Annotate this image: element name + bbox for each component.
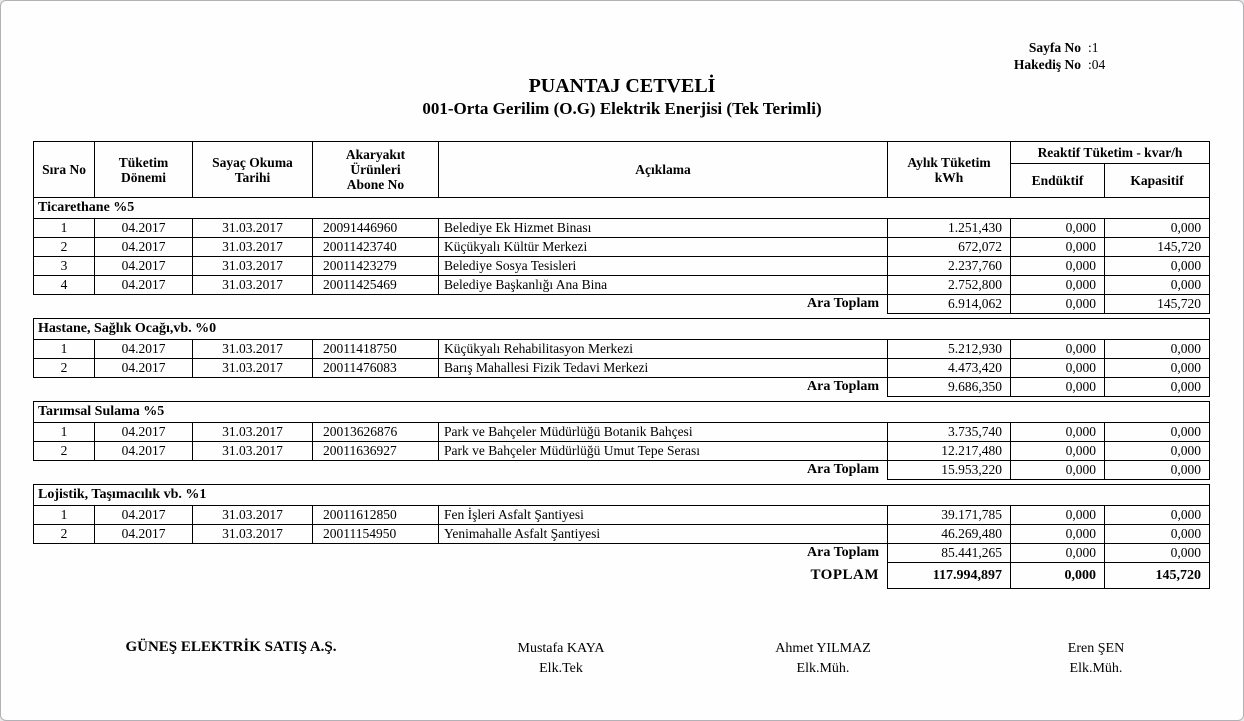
subtotal-kwh: 9.686,350	[887, 377, 1011, 397]
cell-aciklama: Barış Mahallesi Fizik Tedavi Merkezi	[439, 359, 888, 378]
subtotal-label: Ara Toplam	[807, 296, 879, 311]
table-row	[34, 442, 1210, 461]
cell-abone-no: 20091446960	[313, 219, 439, 238]
cell-aciklama: Küçükyalı Rehabilitasyon Merkezi	[439, 340, 888, 359]
cell-abone-no: 20013626876	[313, 423, 439, 442]
total-kapasitif: 145,720	[1104, 562, 1210, 589]
cell-sira-no: 1	[34, 340, 95, 359]
signatory-title: Elk.Müh.	[796, 661, 850, 676]
cell-aylik-tuketim: 3.735,740	[888, 423, 1011, 442]
cell-tuketim-donemi: 04.2017	[95, 506, 193, 525]
section-hastane	[33, 318, 1210, 378]
cell-enduktif: 0,000	[1011, 257, 1105, 276]
signatory-name: Ahmet YILMAZ	[775, 641, 871, 656]
cell-kapasitif: 0,000	[1105, 276, 1210, 295]
cell-enduktif: 0,000	[1011, 219, 1105, 238]
col-header-kapasitif: Kapasitif	[1105, 164, 1210, 198]
subtotal-kapasitif: 145,720	[1104, 294, 1210, 314]
header-line: Tüketim	[118, 154, 169, 170]
cell-sira-no: 4	[34, 276, 95, 295]
subtotal-row	[33, 294, 1210, 314]
table-row	[34, 525, 1210, 544]
meta-row-sayfa	[986, 39, 1196, 56]
header-line: Akaryakıt	[345, 147, 406, 162]
header-line: kWh	[934, 169, 964, 185]
cell-enduktif: 0,000	[1011, 442, 1105, 461]
header-line: Sıra No	[42, 162, 86, 177]
cell-kapasitif: 0,000	[1105, 525, 1210, 544]
cell-kapasitif: 0,000	[1105, 359, 1210, 378]
header-line: Açıklama	[635, 162, 691, 177]
cell-abone-no: 20011476083	[313, 359, 439, 378]
subtotal-enduktif: 0,000	[1010, 377, 1105, 397]
table-row	[34, 359, 1210, 378]
cell-kapasitif: 145,720	[1105, 238, 1210, 257]
cell-sira-no: 1	[34, 506, 95, 525]
cell-aciklama: Küçükyalı Kültür Merkezi	[439, 238, 888, 257]
table-row	[34, 219, 1210, 238]
company-name: GÜNEŞ ELEKTRİK SATIŞ A.Ş.	[125, 639, 337, 655]
title-block	[1, 75, 1243, 119]
cell-aciklama: Fen İşleri Asfalt Şantiyesi	[439, 506, 888, 525]
cell-sira-no: 1	[34, 219, 95, 238]
cell-sayac-tarihi: 31.03.2017	[193, 219, 313, 238]
header-line: Ürünleri	[350, 162, 401, 177]
col-header-tuketim-donemi	[95, 142, 193, 198]
cell-sira-no: 2	[34, 525, 95, 544]
subtotal-enduktif: 0,000	[1010, 294, 1105, 314]
sayfa-no-label: Sayfa No	[1028, 40, 1081, 55]
subtotal-row	[33, 377, 1210, 397]
cell-abone-no: 20011418750	[313, 340, 439, 359]
cell-kapasitif: 0,000	[1105, 423, 1210, 442]
subtotal-row	[33, 543, 1210, 563]
signatory-title: Elk.Tek	[539, 661, 583, 676]
cell-aylik-tuketim: 4.473,420	[888, 359, 1011, 378]
cell-sayac-tarihi: 31.03.2017	[193, 423, 313, 442]
page-title: PUANTAJ CETVELİ	[528, 75, 716, 97]
section-title: Hastane, Sağlık Ocağı,vb. %0	[34, 319, 1210, 340]
cell-tuketim-donemi: 04.2017	[95, 219, 193, 238]
subtotal-kapasitif: 0,000	[1104, 543, 1210, 563]
subtotal-kwh: 6.914,062	[887, 294, 1011, 314]
table-row	[34, 238, 1210, 257]
section-title: Lojistik, Taşımacılık vb. %1	[34, 485, 1210, 506]
cell-tuketim-donemi: 04.2017	[95, 423, 193, 442]
cell-enduktif: 0,000	[1011, 340, 1105, 359]
cell-kapasitif: 0,000	[1105, 257, 1210, 276]
subtotal-kwh: 15.953,220	[887, 460, 1011, 480]
cell-aciklama: Park ve Bahçeler Müdürlüğü Botanik Bahçesi	[439, 423, 888, 442]
section-header	[34, 319, 1210, 340]
header-line: Abone No	[346, 177, 405, 192]
cell-sayac-tarihi: 31.03.2017	[193, 257, 313, 276]
col-header-enduktif: Endüktif	[1011, 164, 1105, 198]
total-kwh: 117.994,897	[887, 562, 1011, 589]
col-header-abone-no	[313, 142, 439, 198]
col-header-aylik-tuketim	[888, 142, 1011, 198]
subtotal-kwh: 85.441,265	[887, 543, 1011, 563]
cell-kapasitif: 0,000	[1105, 506, 1210, 525]
signatory-3	[976, 639, 1216, 679]
cell-aylik-tuketim: 672,072	[888, 238, 1011, 257]
col-header-sira-no	[34, 142, 95, 198]
subtotal-label: Ara Toplam	[807, 462, 879, 477]
page-meta	[986, 39, 1196, 73]
cell-aylik-tuketim: 5.212,930	[888, 340, 1011, 359]
cell-aciklama: Belediye Ek Hizmet Binası	[439, 219, 888, 238]
cell-sayac-tarihi: 31.03.2017	[193, 340, 313, 359]
cell-enduktif: 0,000	[1011, 359, 1105, 378]
cell-sayac-tarihi: 31.03.2017	[193, 238, 313, 257]
subtotal-label: Ara Toplam	[807, 545, 879, 560]
subtotal-label: Ara Toplam	[807, 379, 879, 394]
section-header	[34, 485, 1210, 506]
meta-row-hakedis	[986, 56, 1196, 73]
cell-kapasitif: 0,000	[1105, 219, 1210, 238]
subtotal-kapasitif: 0,000	[1104, 460, 1210, 480]
table-row	[34, 276, 1210, 295]
cell-abone-no: 20011154950	[313, 525, 439, 544]
table-row	[34, 340, 1210, 359]
cell-tuketim-donemi: 04.2017	[95, 340, 193, 359]
cell-tuketim-donemi: 04.2017	[95, 359, 193, 378]
table-header	[33, 141, 1210, 198]
col-header-sayac-okuma-tarihi	[193, 142, 313, 198]
section-tarimsal-sulama	[33, 401, 1210, 461]
cell-kapasitif: 0,000	[1105, 442, 1210, 461]
header-line: Sayaç Okuma	[212, 154, 293, 170]
signatory-1	[441, 639, 681, 679]
signatory-title: Elk.Müh.	[1069, 661, 1123, 676]
col-header-aciklama	[439, 142, 888, 198]
section-title: Tarımsal Sulama %5	[34, 402, 1210, 423]
cell-aylik-tuketim: 12.217,480	[888, 442, 1011, 461]
cell-tuketim-donemi: 04.2017	[95, 257, 193, 276]
cell-sira-no: 2	[34, 359, 95, 378]
cell-tuketim-donemi: 04.2017	[95, 276, 193, 295]
section-lojistik	[33, 484, 1210, 544]
table-row	[34, 506, 1210, 525]
cell-sayac-tarihi: 31.03.2017	[193, 442, 313, 461]
cell-enduktif: 0,000	[1011, 525, 1105, 544]
cell-sayac-tarihi: 31.03.2017	[193, 359, 313, 378]
sayfa-no-value: :1	[1088, 40, 1099, 55]
section-ticarethane	[33, 197, 1210, 295]
cell-aylik-tuketim: 2.752,800	[888, 276, 1011, 295]
hakedis-no-value: :04	[1088, 57, 1106, 72]
cell-sayac-tarihi: 31.03.2017	[193, 506, 313, 525]
subtotal-enduktif: 0,000	[1010, 543, 1105, 563]
hakedis-no-label: Hakediş No	[1013, 57, 1081, 72]
table-row	[34, 423, 1210, 442]
cell-kapasitif: 0,000	[1105, 340, 1210, 359]
cell-aylik-tuketim: 46.269,480	[888, 525, 1011, 544]
cell-abone-no: 20011425469	[313, 276, 439, 295]
cell-aylik-tuketim: 39.171,785	[888, 506, 1011, 525]
cell-sira-no: 2	[34, 238, 95, 257]
signatory-name: Mustafa KAYA	[517, 641, 605, 656]
cell-tuketim-donemi: 04.2017	[95, 238, 193, 257]
cell-aylik-tuketim: 2.237,760	[888, 257, 1011, 276]
cell-abone-no: 20011636927	[313, 442, 439, 461]
cell-abone-no: 20011423279	[313, 257, 439, 276]
cell-enduktif: 0,000	[1011, 276, 1105, 295]
cell-sira-no: 2	[34, 442, 95, 461]
cell-sira-no: 3	[34, 257, 95, 276]
cell-abone-no: 20011423740	[313, 238, 439, 257]
section-title: Ticarethane %5	[34, 198, 1210, 219]
cell-aciklama: Belediye Sosya Tesisleri	[439, 257, 888, 276]
total-enduktif: 0,000	[1010, 562, 1105, 589]
cell-enduktif: 0,000	[1011, 506, 1105, 525]
cell-sayac-tarihi: 31.03.2017	[193, 276, 313, 295]
page-subtitle: 001-Orta Gerilim (O.G) Elektrik Enerjisi (Tek Terimli)	[422, 99, 822, 118]
cell-aciklama: Park ve Bahçeler Müdürlüğü Umut Tepe Serası	[439, 442, 888, 461]
subtotal-kapasitif: 0,000	[1104, 377, 1210, 397]
cell-aciklama: Yenimahalle Asfalt Şantiyesi	[439, 525, 888, 544]
header-line: Tarihi	[234, 169, 271, 185]
cell-tuketim-donemi: 04.2017	[95, 442, 193, 461]
subtotal-enduktif: 0,000	[1010, 460, 1105, 480]
cell-tuketim-donemi: 04.2017	[95, 525, 193, 544]
header-line: Dönemi	[121, 169, 166, 185]
cell-enduktif: 0,000	[1011, 423, 1105, 442]
cell-sayac-tarihi: 31.03.2017	[193, 525, 313, 544]
header-line: Aylık Tüketim	[907, 154, 991, 170]
section-header	[34, 198, 1210, 219]
total-row	[33, 562, 1210, 589]
cell-enduktif: 0,000	[1011, 238, 1105, 257]
signatory-name: Eren ŞEN	[1067, 641, 1125, 656]
signatory-2	[703, 639, 943, 679]
total-label: TOPLAM	[810, 567, 879, 583]
cell-aylik-tuketim: 1.251,430	[888, 219, 1011, 238]
col-header-reaktif-group: Reaktif Tüketim - kvar/h	[1011, 142, 1210, 164]
section-header	[34, 402, 1210, 423]
table-row	[34, 257, 1210, 276]
puantaj-table	[33, 141, 1213, 589]
subtotal-row	[33, 460, 1210, 480]
cell-abone-no: 20011612850	[313, 506, 439, 525]
cell-sira-no: 1	[34, 423, 95, 442]
cell-aciklama: Belediye Başkanlığı Ana Bina	[439, 276, 888, 295]
